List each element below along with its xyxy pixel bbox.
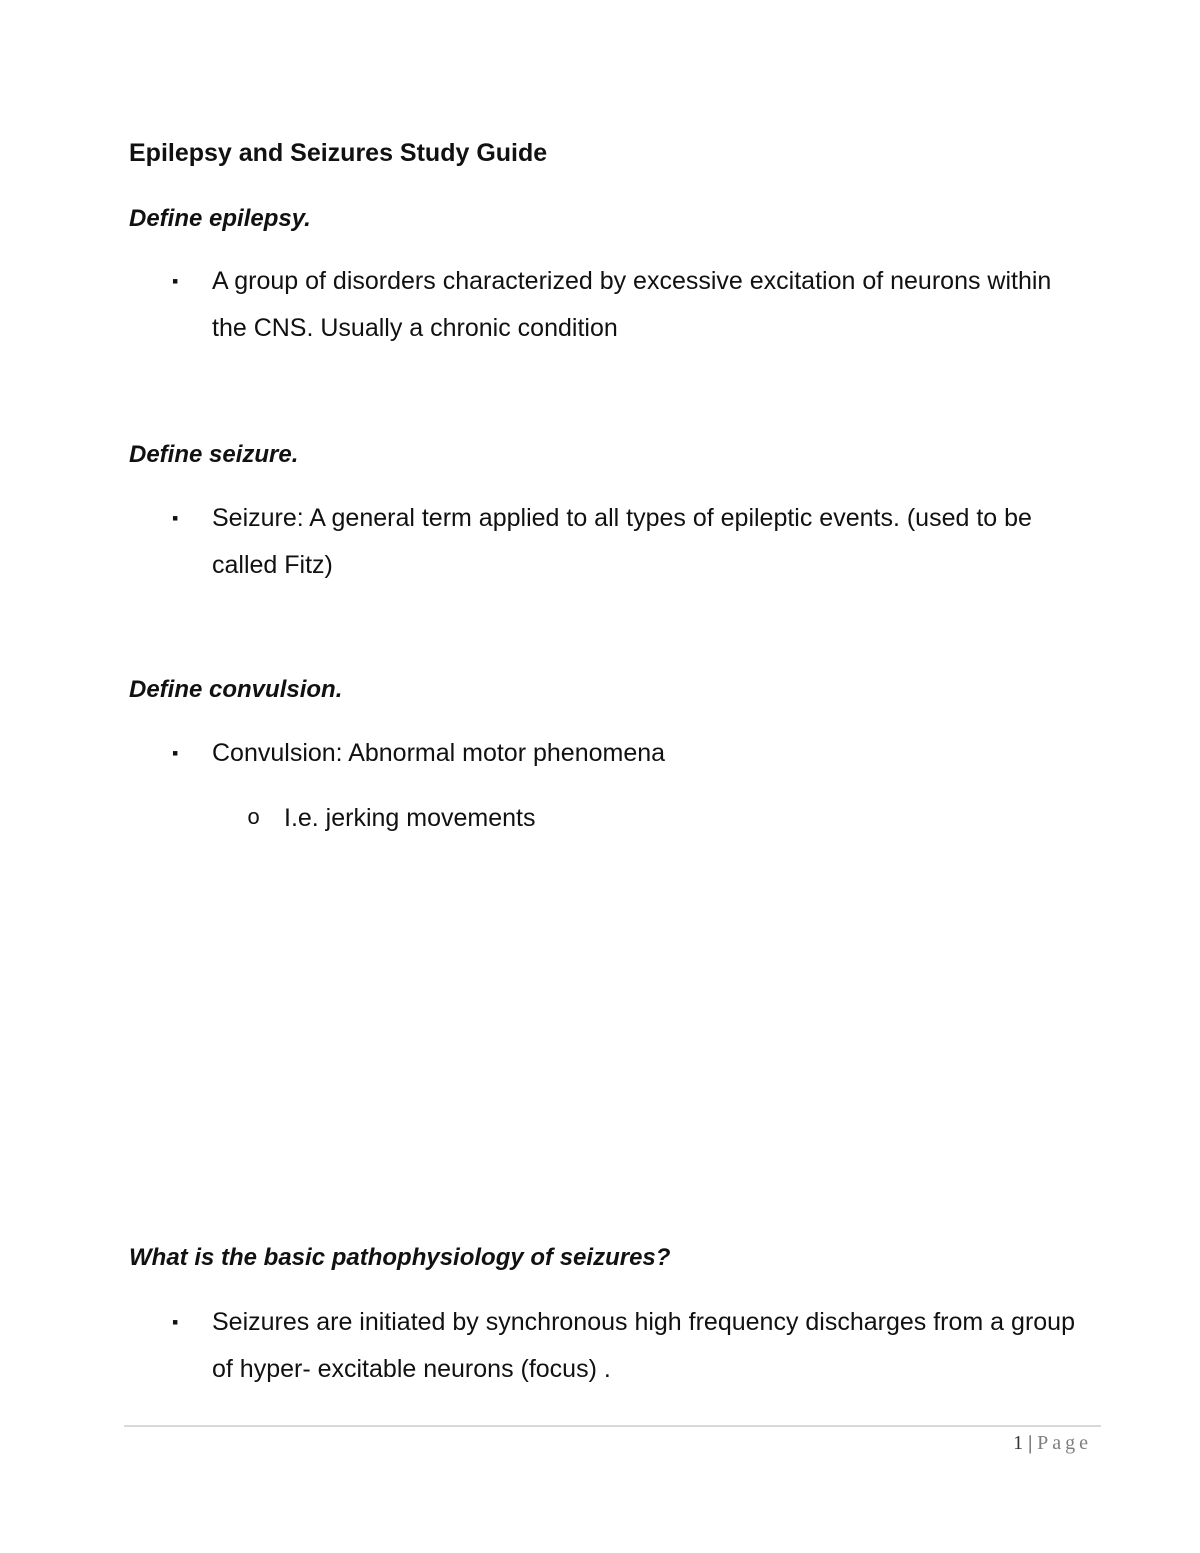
page-footer <box>1013 1432 1092 1455</box>
question-define-seizure: Define seizure. <box>129 441 299 468</box>
footer-divider <box>124 1425 1101 1427</box>
bullet-icon: ▪ <box>172 271 179 291</box>
bullet-icon: ▪ <box>172 743 179 763</box>
list-item <box>172 1299 1092 1393</box>
answer-text: Seizures are initiated by synchronous high frequency discharges from a group of hyper- excitable neurons (focus) . <box>212 1308 1075 1383</box>
page-label: Page <box>1037 1432 1092 1454</box>
answer-text: Seizure: A general term applied to all types of epileptic events. (used to be called Fitz) <box>212 504 1032 579</box>
sub-bullet-icon: o <box>247 806 261 831</box>
question-define-epilepsy: Define epilepsy. <box>129 205 311 232</box>
sub-list-item <box>247 795 1047 842</box>
bullet-icon: ▪ <box>172 1312 179 1332</box>
answer-text: Convulsion: Abnormal motor phenomena <box>212 739 666 767</box>
document-title: Epilepsy and Seizures Study Guide <box>129 139 548 167</box>
answer-text: A group of disorders characterized by excessive excitation of neurons within the CNS. Usually a chronic condition <box>212 267 1052 342</box>
sub-answer-text: I.e. jerking movements <box>284 804 536 832</box>
list-item <box>172 495 1092 589</box>
page-number: 1 <box>1013 1432 1024 1454</box>
bullet-icon: ▪ <box>172 508 179 528</box>
footer-separator: | <box>1028 1432 1033 1454</box>
list-item <box>172 258 1092 352</box>
question-define-convulsion: Define convulsion. <box>129 676 343 703</box>
list-item <box>172 730 1092 777</box>
question-pathophysiology: What is the basic pathophysiology of seizures? <box>129 1244 671 1271</box>
